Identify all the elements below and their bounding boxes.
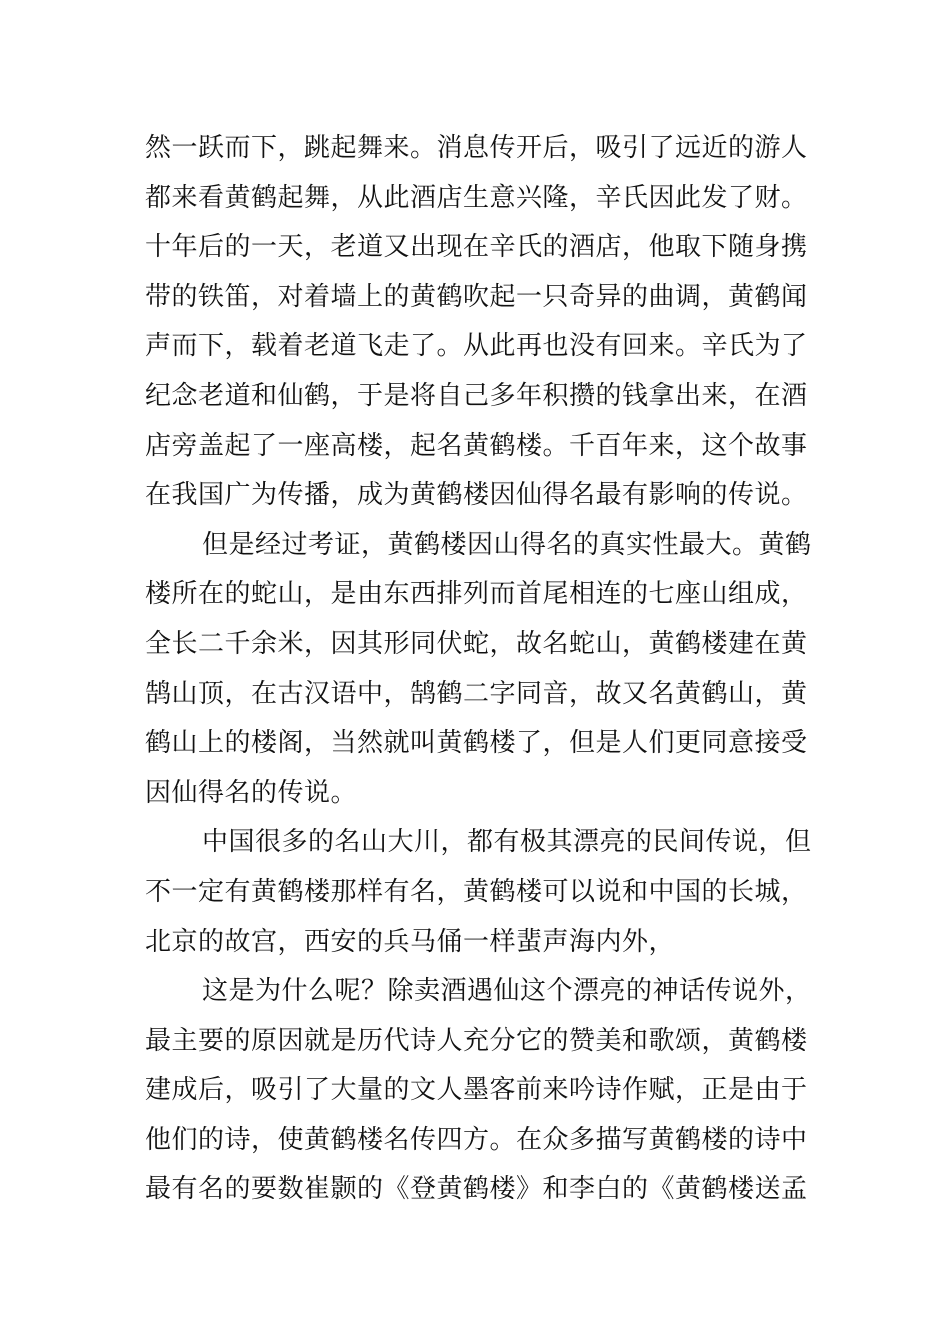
text-line: 建成后，吸引了大量的文人墨客前来吟诗作赋，正是由于 xyxy=(145,1075,808,1106)
text-line: 因仙得名的传说。 xyxy=(145,777,358,808)
text-line: 都来看黄鹤起舞，从此酒店生意兴隆，辛氏因此发了财。 xyxy=(145,182,808,213)
paragraph-3 xyxy=(145,818,813,967)
text-line: 他们的诗，使黄鹤楼名传四方。在众多描写黄鹤楼的诗中 xyxy=(145,1124,808,1155)
text-line: 全长二千余米，因其形同伏蛇，故名蛇山，黄鹤楼建在黄 xyxy=(145,628,808,659)
text-line: 鹄山顶，在古汉语中，鹄鹤二字同音，故又名黄鹤山，黄 xyxy=(145,678,808,709)
text-line: 楼所在的蛇山，是由东西排列而首尾相连的七座山组成， xyxy=(145,579,808,610)
paragraph-4 xyxy=(145,967,813,1215)
text-line: 最有名的要数崔颢的《登黄鹤楼》和李白的《黄鹤楼送孟 xyxy=(145,1174,808,1205)
text-line: 中国很多的名山大川，都有极其漂亮的民间传说，但 xyxy=(202,827,812,858)
text-line: 但是经过考证，黄鹤楼因山得名的真实性最大。黄鹤 xyxy=(202,529,812,560)
text-line: 这是为什么呢？除卖酒遇仙这个漂亮的神话传说外， xyxy=(202,976,812,1007)
text-line: 带的铁笛，对着墙上的黄鹤吹起一只奇异的曲调，黄鹤闻 xyxy=(145,281,808,312)
text-line: 店旁盖起了一座高楼，起名黄鹤楼。千百年来，这个故事 xyxy=(145,430,808,461)
body-text xyxy=(145,124,813,1215)
text-line: 在我国广为传播，成为黄鹤楼因仙得名最有影响的传说。 xyxy=(145,480,808,511)
text-line: 声而下，载着老道飞走了。从此再也没有回来。辛氏为了 xyxy=(145,331,808,362)
text-line: 鹤山上的楼阁，当然就叫黄鹤楼了，但是人们更同意接受 xyxy=(145,728,808,759)
text-line: 北京的故宫，西安的兵马俑一样蜚声海内外， xyxy=(145,926,676,957)
text-line: 十年后的一天，老道又出现在辛氏的酒店，他取下随身携 xyxy=(145,232,808,263)
text-line: 不一定有黄鹤楼那样有名，黄鹤楼可以说和中国的长城， xyxy=(145,876,808,907)
text-line: 最主要的原因就是历代诗人充分它的赞美和歌颂，黄鹤楼 xyxy=(145,1025,808,1056)
text-line: 然一跃而下，跳起舞来。消息传开后，吸引了远近的游人 xyxy=(145,133,808,163)
paragraph-1 xyxy=(145,124,813,521)
text-line: 纪念老道和仙鹤，于是将自己多年积攒的钱拿出来，在酒 xyxy=(145,380,808,411)
paragraph-2 xyxy=(145,521,813,819)
